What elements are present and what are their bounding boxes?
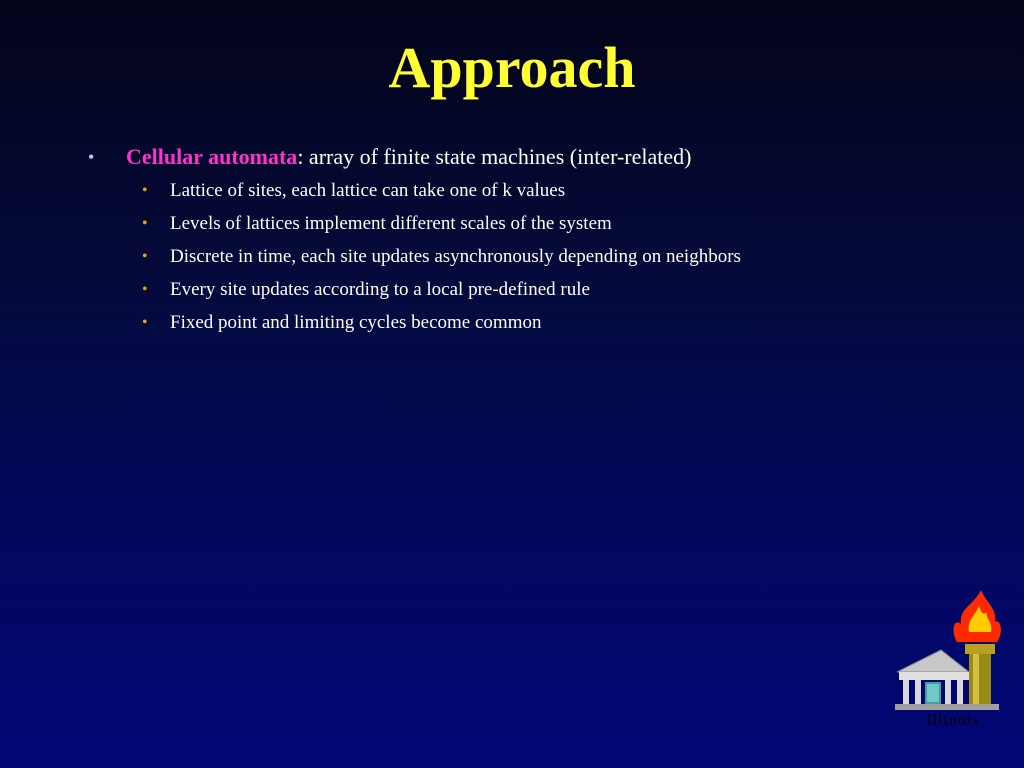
sub-bullet [126,306,968,339]
sub-bullet-dot-icon: • [142,182,148,199]
slide-content [88,140,968,339]
bullet-term: Cellular automata [126,144,298,169]
logo-text: Illinois [926,712,980,729]
sub-bullet-dot-icon: • [142,248,148,265]
slide-title: Approach [388,35,636,100]
sub-bullet-text: Discrete in time, each site updates asynchronously depending on neighbors [170,246,741,267]
sub-bullet [126,273,968,306]
sub-bullet [126,207,968,240]
sub-bullet-text: Fixed point and limiting cycles become common [170,312,542,333]
sub-bullet-list [88,174,968,339]
sub-bullet-text: Levels of lattices implement different scales of the system [170,213,612,234]
main-bullet [88,140,968,174]
sub-bullet-dot-icon: • [142,281,148,298]
sub-bullet-text: Every site updates according to a local pre-defined rule [170,279,590,300]
sub-bullet [126,174,968,207]
sub-bullet [126,240,968,273]
bullet-text: : array of finite state machines (inter-related) [297,144,692,169]
sub-bullet-text: Lattice of sites, each lattice can take one of k values [170,180,566,201]
sub-bullet-dot-icon: • [142,314,148,331]
bullet-dot-icon: • [88,147,95,167]
sub-bullet-dot-icon: • [142,215,148,232]
